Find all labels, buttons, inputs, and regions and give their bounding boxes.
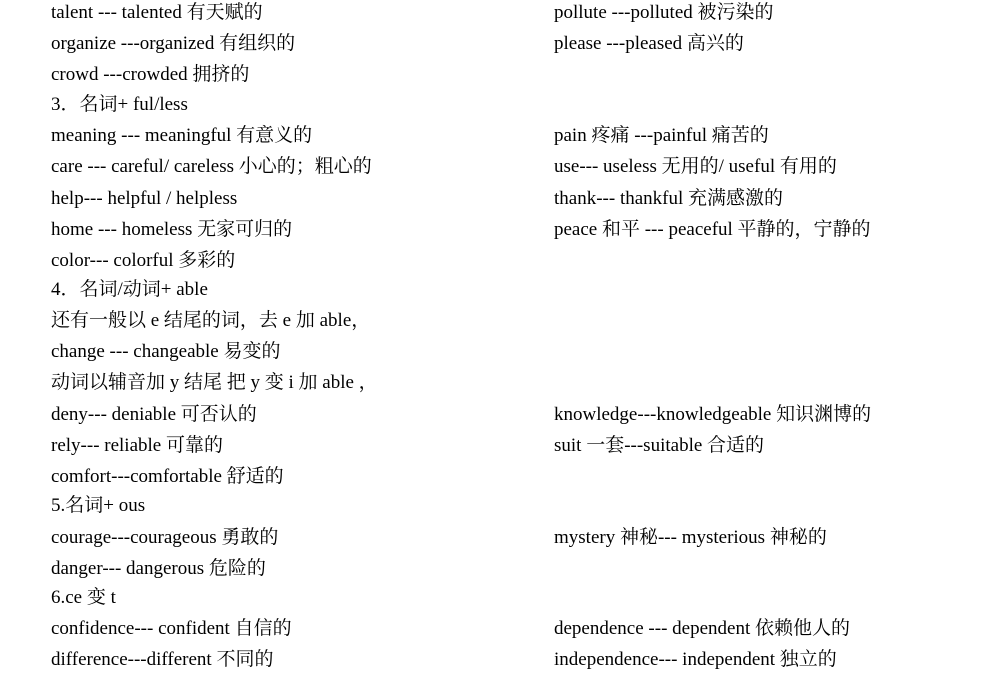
left-line-rely: rely--- reliable 可靠的 <box>51 435 223 456</box>
left-line-organize: organize ---organized 有组织的 <box>51 33 296 54</box>
left-line-change: change --- changeable 易变的 <box>51 341 281 362</box>
left-line-comfort: comfort---comfortable 舒适的 <box>51 466 284 487</box>
right-line-knowledge: knowledge---knowledgeable 知识渊博的 <box>554 404 872 425</box>
right-line-suit: suit 一套---suitable 合适的 <box>554 435 765 456</box>
right-line-mystery: mystery 神秘--- mysterious 神秘的 <box>554 527 827 548</box>
rule-note-y-to-i: 动词以辅音加 y 结尾 把 y 变 i 加 able ， <box>51 372 378 393</box>
section-heading-6: 6.ce 变 t <box>51 587 116 608</box>
section-heading-5: 5.名词+ ous <box>51 495 146 516</box>
left-line-home: home --- homeless 无家可归的 <box>51 219 293 240</box>
section-heading-4: 4．名词/动词+ able <box>51 279 208 300</box>
right-line-thank: thank--- thankful 充满感激的 <box>554 188 784 209</box>
left-line-help: help--- helpful / helpless <box>51 188 238 209</box>
right-line-dependence: dependence --- dependent 依赖他人的 <box>554 618 850 639</box>
rule-note-drop-e: 还有一般以 e 结尾的词，去 e 加 able， <box>51 310 371 331</box>
right-line-pollute: pollute ---polluted 被污染的 <box>554 2 774 23</box>
left-line-meaning: meaning --- meaningful 有意义的 <box>51 125 313 146</box>
right-line-please: please ---pleased 高兴的 <box>554 33 744 54</box>
right-line-pain: pain 疼痛 ---painful 痛苦的 <box>554 125 769 146</box>
section-heading-3: 3．名词+ ful/less <box>51 94 188 115</box>
right-line-independence: independence--- independent 独立的 <box>554 649 837 670</box>
left-line-difference: difference---different 不同的 <box>51 649 274 670</box>
left-line-talent: talent --- talented 有天赋的 <box>51 2 263 23</box>
left-line-courage: courage---courageous 勇敢的 <box>51 527 279 548</box>
right-line-peace: peace 和平 --- peaceful 平静的，宁静的 <box>554 219 871 240</box>
left-line-confidence: confidence--- confident 自信的 <box>51 618 292 639</box>
left-line-care: care --- careful/ careless 小心的；粗心的 <box>51 156 372 177</box>
left-line-deny: deny--- deniable 可否认的 <box>51 404 257 425</box>
right-line-use: use--- useless 无用的/ useful 有用的 <box>554 156 837 177</box>
left-line-danger: danger--- dangerous 危险的 <box>51 558 266 579</box>
left-line-crowd: crowd ---crowded 拥挤的 <box>51 64 250 85</box>
left-line-color: color--- colorful 多彩的 <box>51 250 236 271</box>
